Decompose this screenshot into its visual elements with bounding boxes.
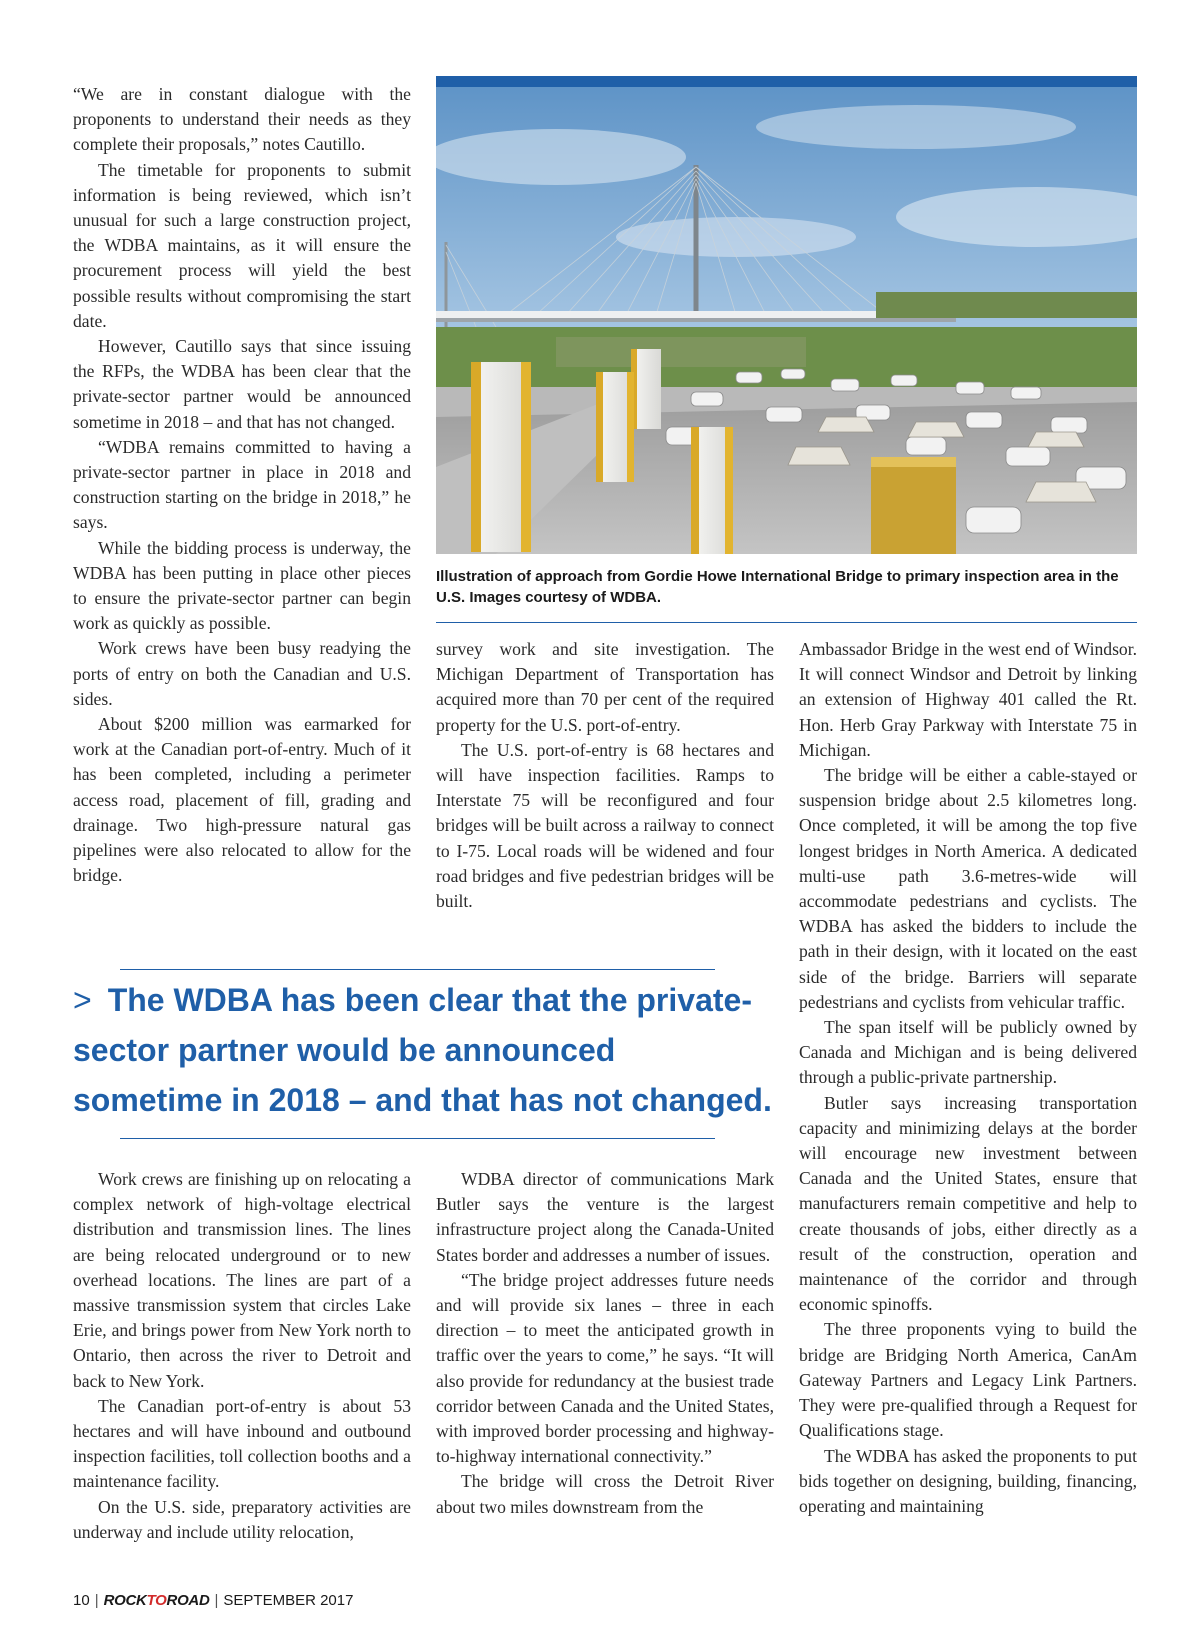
paragraph: The timetable for proponents to submit information is being reviewed, which isn’t unusual for such a large construction project, the WDBA maintains, as it will ensure the procurement process will yield the best possible results without compromising the start date. [73, 159, 411, 331]
article-column-3 [799, 637, 1137, 1519]
paragraph: “The bridge project addresses future needs and will provide six lanes – three in each direction – to meet the anticipated growth in traffic over the years to come,” he says. “It will also provide for redundancy at the busiest trade corridor between Canada and the United States, with improved border processing and highway-to-highway international connectivity.” [436, 1269, 774, 1467]
caption-divider [436, 622, 1137, 623]
article-column-1 [73, 82, 411, 889]
pullquote-bottom-rule [120, 1138, 715, 1139]
pullquote-top-rule [120, 969, 715, 970]
paragraph: The U.S. port-of-entry is 68 hectares and will have inspection facilities. Ramps to Interstate 75 will be reconfigured and four bridges will be built across a railway to connect to I-75. Local roads will be widened and four road bridges and five pedestrian bridges will be built. [436, 739, 774, 912]
issue-date: SEPTEMBER 2017 [223, 1592, 354, 1609]
article-column-2 [436, 637, 774, 914]
paragraph: About $200 million was earmarked for work at the Canadian port-of-entry. Much of it has been completed, including a perimeter access road, placement of fill, grading and drainage. Two high-pressure natural gas pipelines were also relocated to allow for the bridge. [73, 714, 411, 886]
figure-caption: Illustration of approach from Gordie Howe International Bridge to primary inspection area in the U.S. Images courtesy of WDBA. [436, 568, 1119, 606]
logo-to: TO [146, 1592, 167, 1609]
bridge-illustration-figure [436, 76, 1137, 554]
logo-road: ROAD [166, 1592, 210, 1609]
paragraph: The span itself will be publicly owned by Canada and Michigan and is being delivered through a public-private partnership. [799, 1017, 1137, 1088]
paragraph: The bridge will cross the Detroit River about two miles downstream from the [436, 1471, 774, 1517]
pullquote [73, 975, 773, 1125]
paragraph: “WDBA remains committed to having a private-sector partner in place in 2018 and construction starting on the bridge in 2018,” he says. [73, 436, 411, 533]
paragraph: Ambassador Bridge in the west end of Windsor. It will connect Windsor and Detroit by linking an extension of Highway 401 called the Rt. Hon. Herb Gray Parkway with Interstate 75 in Michigan. [799, 639, 1137, 760]
paragraph: While the bidding process is underway, the WDBA has been putting in place other pieces to ensure the private-sector partner can begin work as quickly as possible. [73, 537, 411, 634]
pullquote-text: The WDBA has been clear that the private-sector partner would be announced sometime in 2018 – and that has not changed. [73, 982, 772, 1118]
paragraph: “We are in constant dialogue with the proponents to understand their needs as they complete their proposals,” notes Cautillo. [73, 84, 411, 155]
magazine-logo [104, 1592, 210, 1609]
paragraph: Work crews have been busy readying the ports of entry on both the Canadian and U.S. sides. [73, 638, 411, 709]
article-column-4 [73, 1167, 411, 1545]
paragraph: However, Cautillo says that since issuing the RFPs, the WDBA has been clear that the private-sector partner would be announced sometime in 2018 – and that has not changed. [73, 336, 411, 432]
paragraph: The bridge will be either a cable-stayed or suspension bridge about 2.5 kilometres long. Once completed, it will be among the top five longest bridges in North America. A dedicated multi-use path 3.6-metres-wide will accommodate pedestrians and cyclists. The WDBA has asked the bidders to include the path in their design, with it located on the east side of the bridge. Barriers will separate pedestrians and cyclists from vehicular traffic. [799, 765, 1137, 1012]
footer-separator: | [94, 1592, 99, 1609]
article-column-5 [436, 1167, 774, 1520]
paragraph: survey work and site investigation. The Michigan Department of Transportation has acquired more than 70 per cent of the required property for the U.S. port-of-entry. [436, 639, 774, 735]
paragraph: The Canadian port-of-entry is about 53 hectares and will have inbound and outbound inspection facilities, toll collection booths and a maintenance facility. [73, 1395, 411, 1492]
pullquote-arrow-icon: > [73, 982, 92, 1018]
bridge-illustration-image [436, 87, 1137, 554]
figure-top-bar [436, 76, 1137, 87]
page-footer [73, 1592, 353, 1609]
footer-separator: | [214, 1592, 219, 1609]
logo-rock: ROCK [103, 1592, 147, 1609]
paragraph: Butler says increasing transportation capacity and minimizing delays at the border will encourage new investment between Canada and the United States, ensure that manufacturers remain competitive and help to create thousands of jobs, either directly as a result of the construction, operation and maintenance of the corridor and through economic spinoffs. [799, 1092, 1137, 1315]
paragraph: The three proponents vying to build the bridge are Bridging North America, CanAm Gateway Partners and Legacy Link Partners. They were pre-qualified through a Request for Qualifications stage. [799, 1319, 1137, 1441]
paragraph: Work crews are finishing up on relocating a complex network of high-voltage electrical distribution and transmission lines. The lines are being relocated underground or to new overhead locations. The lines are part of a massive transmission system that circles Lake Erie, and brings power from New York north to Ontario, then across the river to Detroit and back to New York. [73, 1169, 411, 1391]
paragraph: WDBA director of communications Mark Butler says the venture is the largest infrastructure project along the Canada-United States border and addresses a number of issues. [436, 1169, 774, 1265]
paragraph: On the U.S. side, preparatory activities are underway and include utility relocation, [73, 1496, 411, 1542]
paragraph: The WDBA has asked the proponents to put bids together on designing, building, financing, operating and maintaining [799, 1445, 1137, 1516]
page-number: 10 [73, 1592, 90, 1609]
